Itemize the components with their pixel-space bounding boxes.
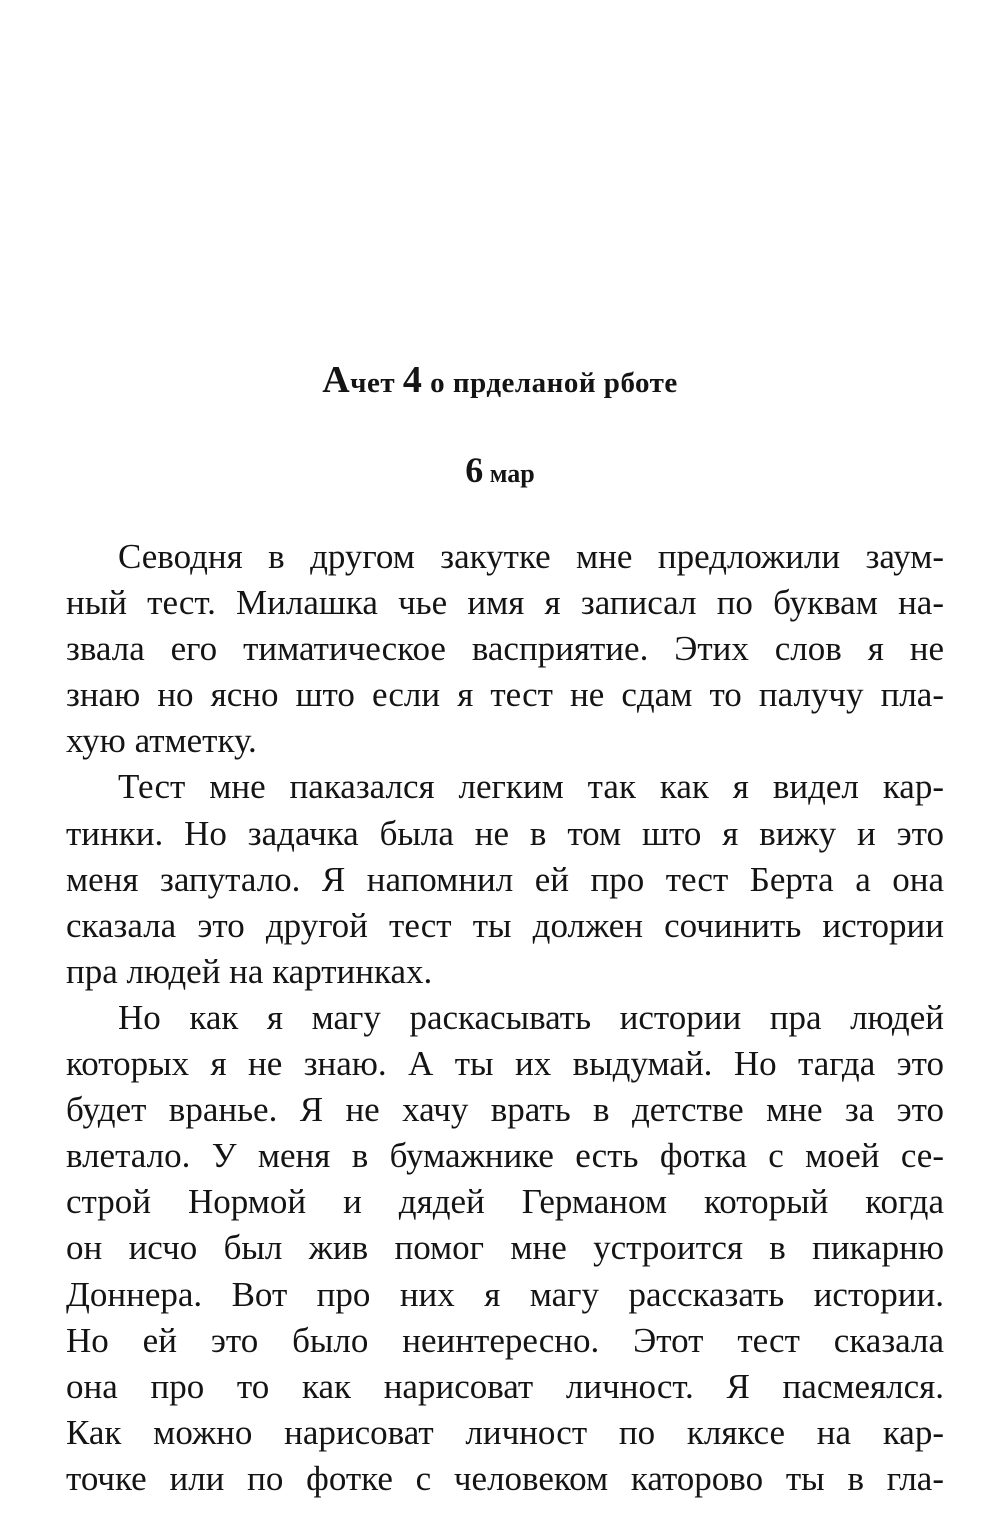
paragraph-1	[66, 534, 944, 764]
text-line: которых я не знаю. А ты их выдумай. Но тагда это	[66, 1044, 944, 1084]
text-line: звала его тиматическое васприятие. Этих слов я не	[66, 629, 944, 669]
text-line: хую атметку.	[66, 721, 257, 761]
text-line: Тест мне паказался легким так как я видел кар-	[118, 767, 944, 807]
text-line: Как можно нарисоват личност по кляксе на кар-	[66, 1412, 944, 1452]
text-line: ный тест. Милашка чье имя я записал по буквам на-	[66, 583, 944, 623]
text-line: Но ей это было неинтересно. Этот тест сказала	[66, 1320, 944, 1360]
text-line: будет вранье. Я не хачу врать в детстве мне за это	[66, 1090, 944, 1130]
chapter-title-word: чет	[350, 367, 403, 399]
text-line: Но как я магу раскасывать истории пра людей	[118, 997, 944, 1037]
paragraph-2	[66, 764, 944, 994]
text-line: точке или по фотке с человеком каторово ты в гла-	[66, 1458, 944, 1498]
text-line: Доннера. Вот про них я магу рассказать истории.	[66, 1274, 944, 1314]
chapter-title	[0, 358, 1000, 402]
paragraph-3	[66, 995, 944, 1502]
text-line: сказала это другой тест ты должен сочинить истории	[66, 905, 944, 945]
chapter-title-initial: А	[322, 359, 351, 401]
text-line: меня запутало. Я напомнил ей про тест Берта а она	[66, 859, 944, 899]
date-day: 6	[465, 450, 484, 490]
date-month: мар	[483, 459, 535, 488]
text-line: пра людей на картинках.	[66, 951, 433, 991]
text-line: он исчо был жив помог мне устроится в пикарню	[66, 1228, 944, 1268]
text-line: знаю но ясно што если я тест не сдам то палучу пла-	[66, 675, 944, 715]
body-text	[66, 534, 944, 1502]
text-line: тинки. Но задачка была не в том што я вижу и это	[66, 813, 944, 853]
text-line: строй Нормой и дядей Германом который когда	[66, 1182, 944, 1222]
text-line: она про то как нарисоват личност. Я пасмеялся.	[66, 1366, 944, 1406]
text-line: влетало. У меня в бумажнике есть фотка с моей се-	[66, 1136, 944, 1176]
date-heading	[0, 449, 1000, 491]
text-line: Севодня в другом закутке мне предложили заум-	[118, 537, 944, 576]
chapter-number: 4	[402, 359, 423, 401]
chapter-title-rest: о прделаной рботе	[422, 367, 678, 399]
